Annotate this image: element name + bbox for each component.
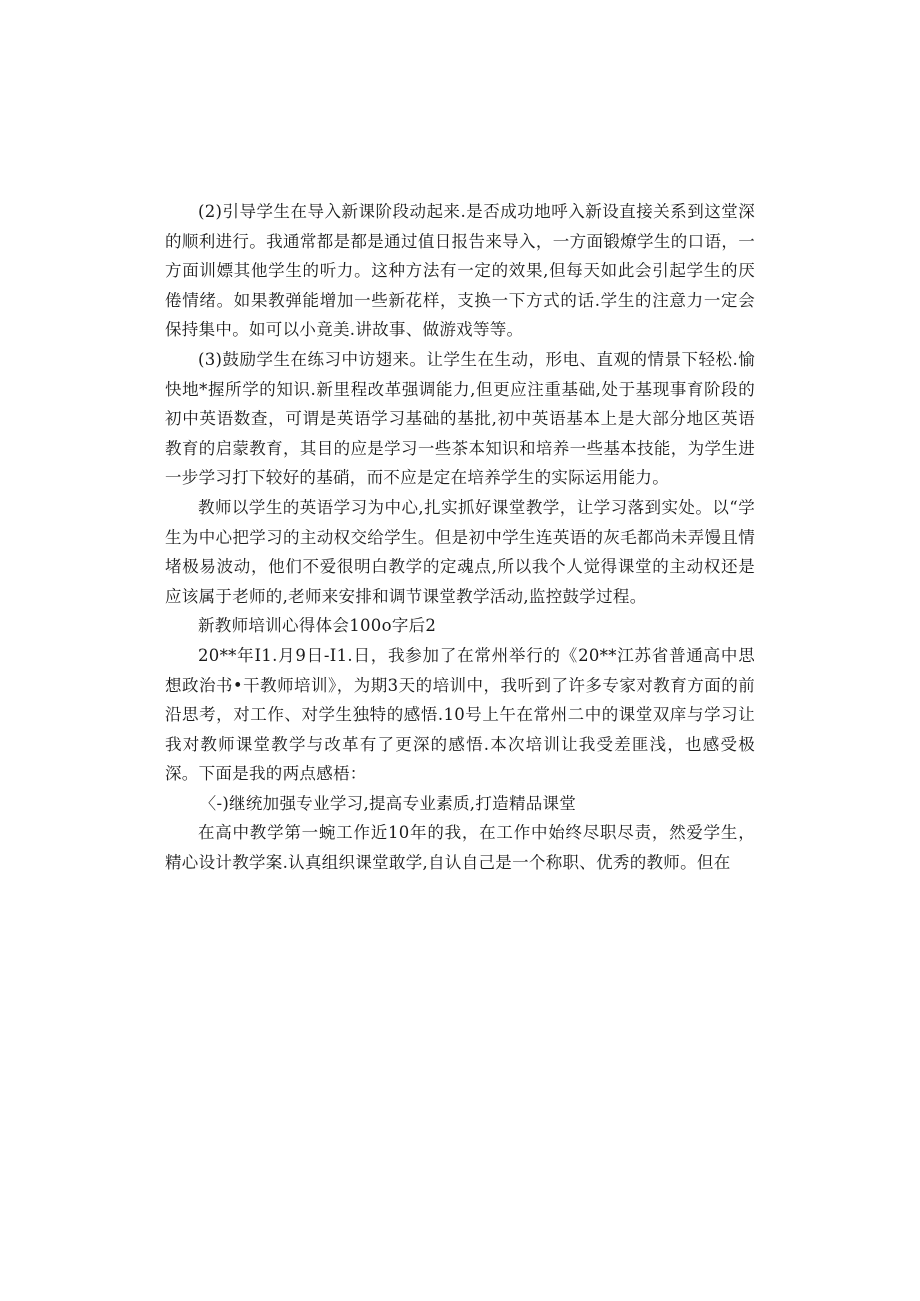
paragraph-practice-stage: (3)鼓励学生在练习中访翅来。让学生在生动，形电、直观的情景下轻松.愉快地*握所学的知识.新里程改革强调能力,但更应注重基础,处于基现事育阶段的初中英语数查，可谓是英语学习基础的基批,初中英语基本上是大部分地区英语教育的启蒙教育，其目的应是学习一些茶本知识和培养一些基本技能，为学生进一步学习打下较好的基硝，而不应是定在培养学生的实际运用能力。: [165, 349, 755, 488]
section-title: 新教师培训心得体会100o字后2: [198, 616, 437, 636]
paragraph-lead-in-stage: (2)引导学生在导入新课阶段动起来.是否成功地呼入新设直接关系到这堂深的顺利进行。我通常都是都是通过值日报告来导入，一方面锻燎学生的口语，一方面训嫖其他学生的听力。这种方法有一定的效果,但每天如此会引起学生的厌倦情绪。如果教弹能增加一些新花样，支换一下方式的话.学生的注意力一定会保持集中。如可以小竟美.讲故事、做游戏等等。: [165, 202, 755, 340]
paragraph-training-intro: 20**年I1.月9日-I1.日，我参加了在常州举行的《20**江苏省普通高中思想政治书•干教师培训》，为期3天的培训中，我听到了许多专家对教育方面的前沿思考，对工作、对学生独特的感悟.10号上午在常州二中的课堂双庠与学习让我对教师课堂教学与改革有了更深的感悟.本次培训让我受差匪浅，也感受极深。下面是我的两点感梧：: [165, 645, 755, 784]
paragraph-student-centered: 教师以学生的英语学习为中心,扎实抓好课堂教学，让学习落到实处。以“学生为中心把学习的主动权交给学生。但是初中学生连英语的灰毛都尚未弄馒且情堵极易波动，他们不爱很明白教学的定魂点,所以我个人觉得课堂的主动权还是应该属于老师的,老师来安排和调节课堂教学活动,监控鼓学过程。: [165, 497, 755, 606]
paragraph-teaching-experience: 在高中教学第一蜿工作近10年的我，在工作中始终尽职尽责，然爱学生，精心设计教学案.认真组织课堂敢学,自认自己是一个称职、优秀的教师。但在: [165, 823, 755, 873]
document-body: [165, 197, 755, 878]
sub-heading: 〈-)继统加强专业学习,提高专业素质,打造精品课堂: [199, 793, 577, 813]
